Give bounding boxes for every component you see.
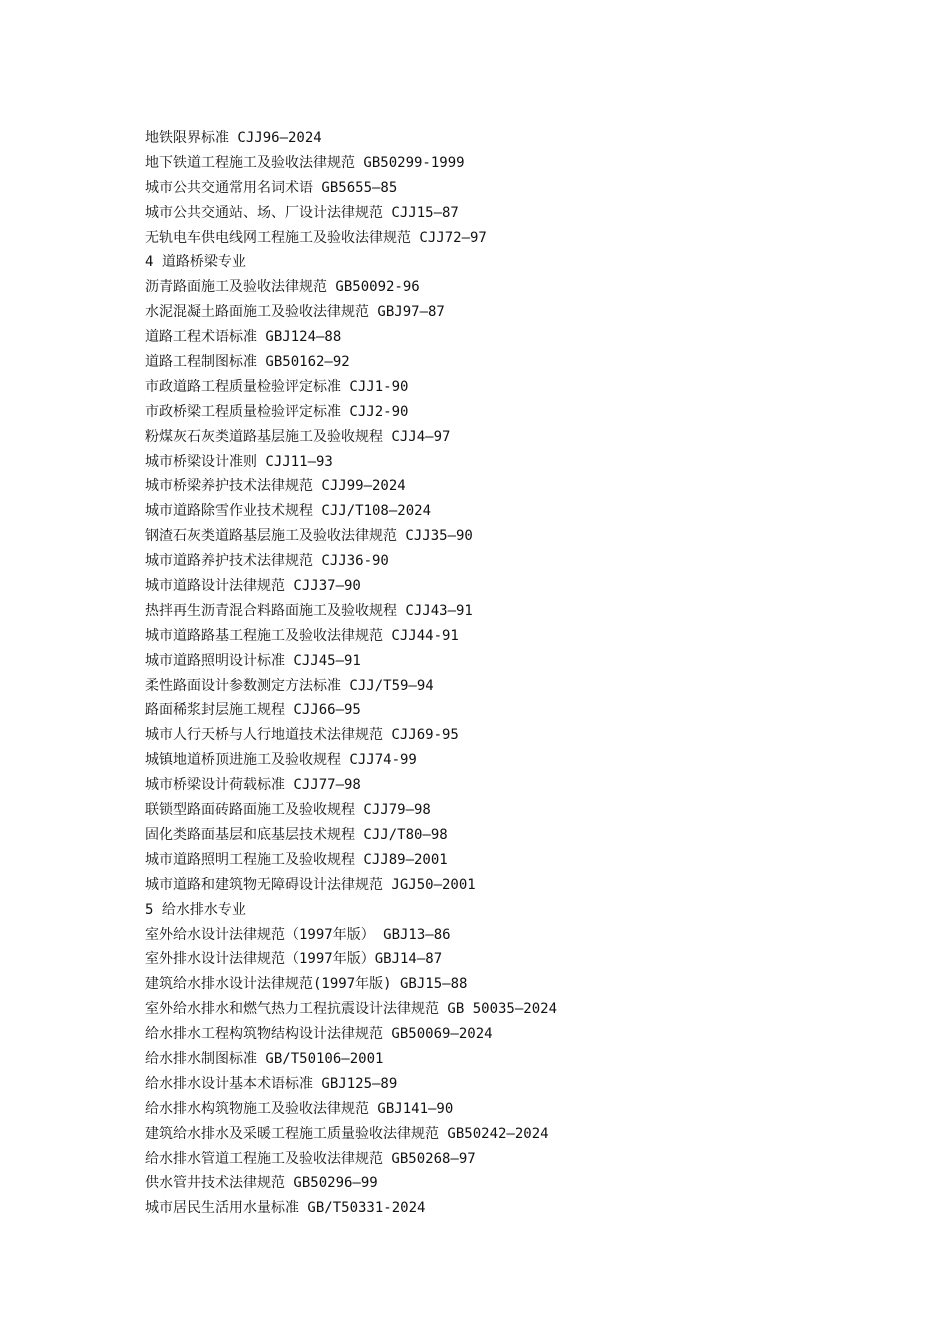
list-item: 道路工程制图标准 GB50162—92 [145,354,350,371]
list-item: 无轨电车供电线网工程施工及验收法律规范 CJJ72—97 [145,229,487,246]
list-item: 固化类路面基层和底基层技术规程 CJJ/T80—98 [145,826,448,843]
list-item: 城市道路照明工程施工及验收规程 CJJ89—2001 [145,851,448,868]
section-heading: 5 给水排水专业 [145,901,246,918]
list-item: 给水排水构筑物施工及验收法律规范 GBJ141—90 [145,1100,454,1117]
list-item: 联锁型路面砖路面施工及验收规程 CJJ79—98 [145,802,431,819]
list-item: 城市桥梁设计准则 CJJ11—93 [145,453,333,470]
list-item: 城市人行天桥与人行地道技术法律规范 CJJ69-95 [145,727,459,744]
list-item: 城市道路路基工程施工及验收法律规范 CJJ44-91 [145,627,459,644]
list-item: 地铁限界标准 CJJ96—2024 [145,130,322,146]
list-item: 城市道路照明设计标准 CJJ45—91 [145,652,361,669]
list-item: 热拌再生沥青混合料路面施工及验收规程 CJJ43—91 [145,602,473,619]
list-item: 粉煤灰石灰类道路基层施工及验收规程 CJJ4—97 [145,428,451,445]
list-item: 室外排水设计法律规范（1997年版）GBJ14—87 [145,951,443,968]
list-item: 水泥混凝土路面施工及验收法律规范 GBJ97—87 [145,304,445,321]
list-item: 钢渣石灰类道路基层施工及验收法律规范 CJJ35—90 [145,528,473,545]
list-item: 给水排水管道工程施工及验收法律规范 GB50268—97 [145,1150,476,1167]
list-item: 给水排水工程构筑物结构设计法律规范 GB50069—2024 [145,1026,493,1043]
list-item: 市政桥梁工程质量检验评定标准 CJJ2-90 [145,403,409,420]
list-item: 路面稀浆封层施工规程 CJJ66—95 [145,702,361,719]
list-item: 城市桥梁养护技术法律规范 CJJ99—2024 [145,478,406,495]
list-item: 沥青路面施工及验收法律规范 GB50092-96 [145,279,420,296]
list-item: 城市道路设计法律规范 CJJ37—90 [145,578,361,595]
list-item: 供水管井技术法律规范 GB50296—99 [145,1175,378,1192]
list-item: 城市道路除雪作业技术规程 CJJ/T108—2024 [145,503,432,520]
list-item: 城市居民生活用水量标准 GB/T50331-2024 [145,1200,426,1217]
list-item: 城市公共交通常用名词术语 GB5655—85 [145,179,398,196]
list-item: 建筑给水排水及采暖工程施工质量验收法律规范 GB50242—2024 [145,1125,549,1142]
list-item: 城市道路养护技术法律规范 CJJ36-90 [145,553,389,570]
list-item: 给水排水制图标准 GB/T50106—2001 [145,1050,384,1067]
list-item: 道路工程术语标准 GBJ124—88 [145,329,342,346]
list-item: 城镇地道桥顶进施工及验收规程 CJJ74-99 [145,752,417,769]
list-item: 城市道路和建筑物无障碍设计法律规范 JGJ50—2001 [145,876,476,893]
list-item: 柔性路面设计参数测定方法标准 CJJ/T59—94 [145,677,434,694]
list-item: 地下铁道工程施工及验收法律规范 GB50299-1999 [145,154,465,171]
section-heading: 4 道路桥梁专业 [145,254,246,271]
list-item: 建筑给水排水设计法律规范(1997年版) GBJ15—88 [145,976,468,993]
standards-list [145,126,905,1221]
list-item: 给水排水设计基本术语标准 GBJ125—89 [145,1075,398,1092]
list-item: 城市公共交通站、场、厂设计法律规范 CJJ15—87 [145,204,459,221]
list-item: 室外给水设计法律规范（1997年版） GBJ13—86 [145,926,451,943]
list-item: 市政道路工程质量检验评定标准 CJJ1-90 [145,378,409,395]
list-item: 城市桥梁设计荷载标准 CJJ77—98 [145,777,361,794]
list-item: 室外给水排水和燃气热力工程抗震设计法律规范 GB 50035—2024 [145,1001,558,1018]
